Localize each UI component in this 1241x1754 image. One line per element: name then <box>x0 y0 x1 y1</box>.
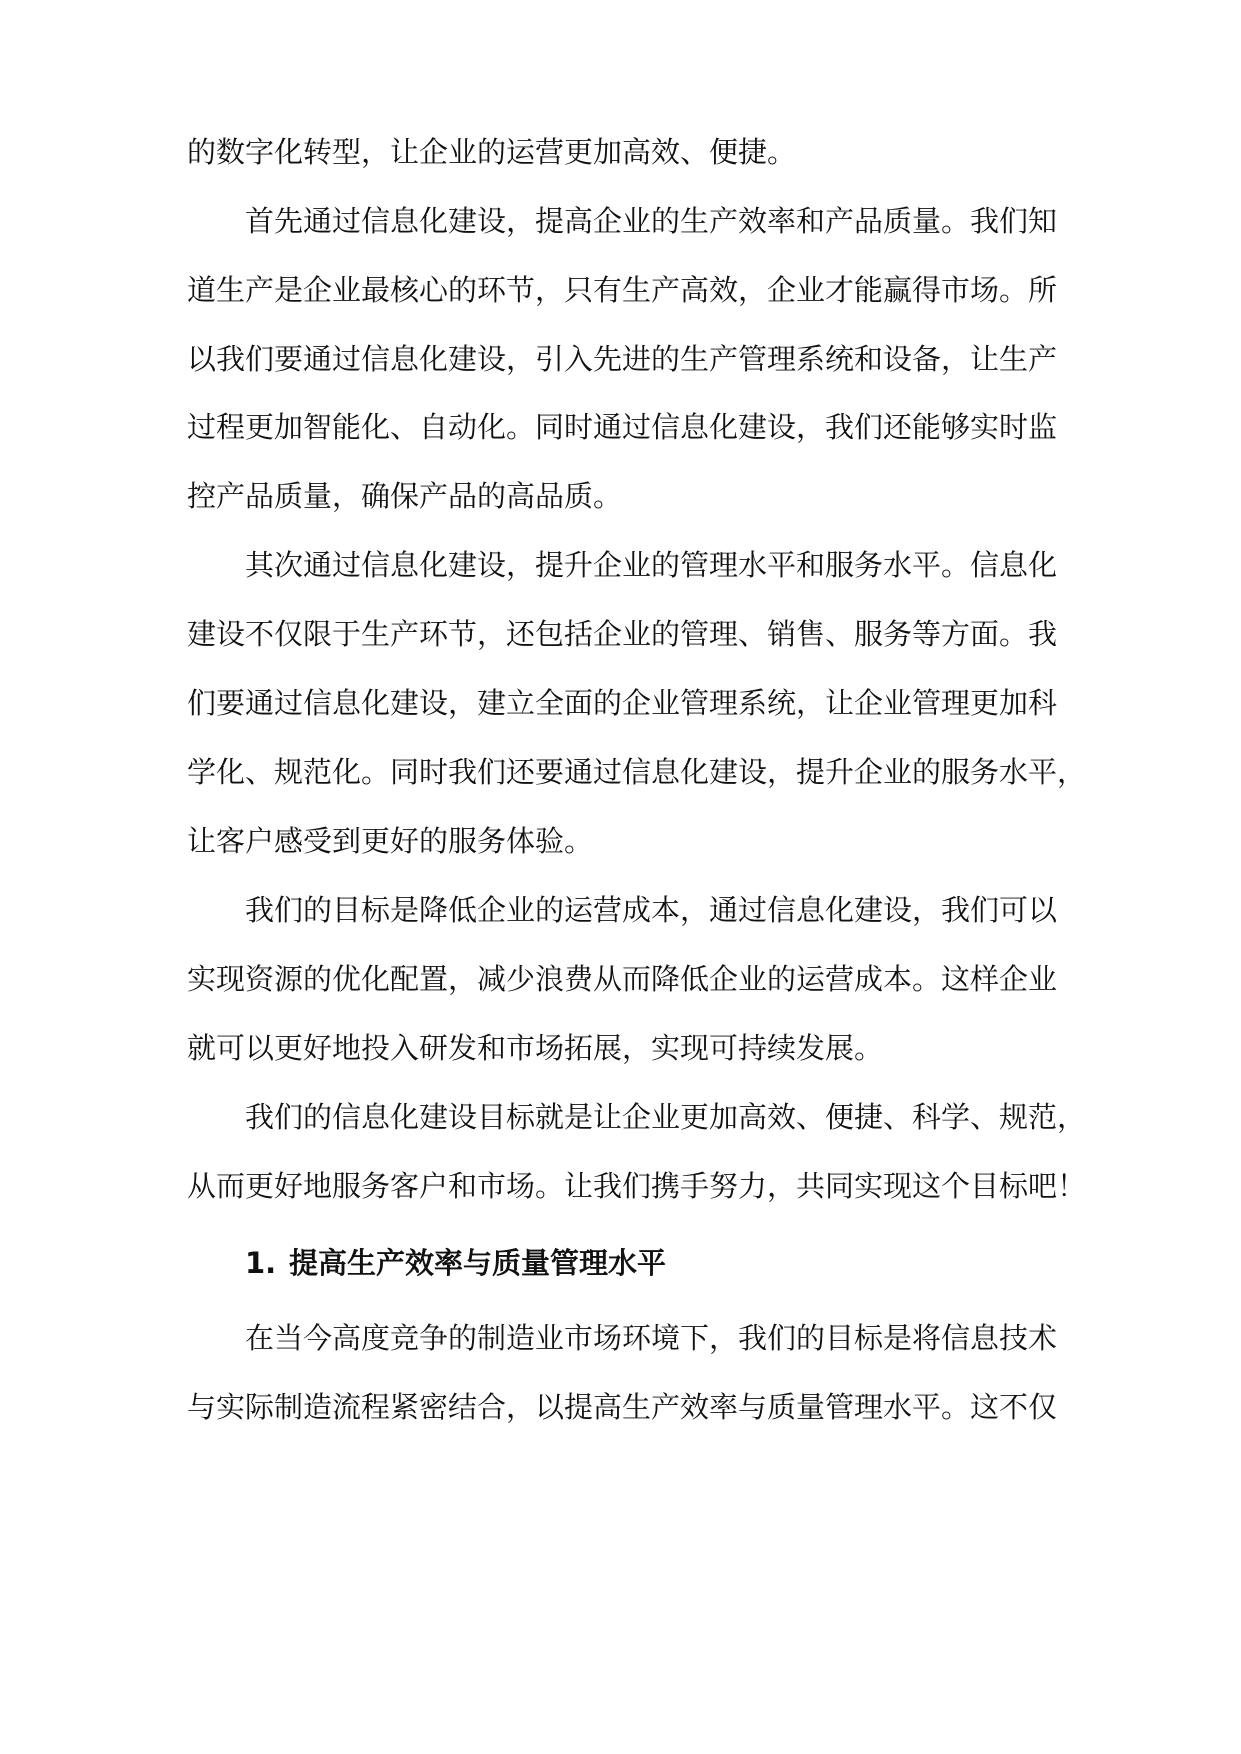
paragraph-line: 学化、规范化。同时我们还要通过信息化建设，提升企业的服务水平， <box>187 755 1087 789</box>
paragraph-line: 控产品质量，确保产品的高品质。 <box>187 479 623 513</box>
paragraph-line: 首先通过信息化建设，提高企业的生产效率和产品质量。我们知 <box>245 204 1058 238</box>
paragraph-line: 其次通过信息化建设，提升企业的管理水平和服务水平。信息化 <box>245 548 1058 582</box>
paragraph-line: 我们的信息化建设目标就是让企业更加高效、便捷、科学、规范， <box>245 1100 1087 1134</box>
paragraph-line: 在当今高度竞争的制造业市场环境下，我们的目标是将信息技术 <box>245 1321 1058 1355</box>
paragraph-line: 与实际制造流程紧密结合，以提高生产效率与质量管理水平。这不仅 <box>187 1390 1058 1424</box>
paragraph-line: 过程更加智能化、自动化。同时通过信息化建设，我们还能够实时监 <box>187 410 1058 444</box>
section-title: 提高生产效率与质量管理水平 <box>289 1246 667 1280</box>
paragraph-line: 以我们要通过信息化建设，引入先进的生产管理系统和设备，让生产 <box>187 342 1058 376</box>
paragraph-line: 让客户感受到更好的服务体验。 <box>187 824 594 858</box>
paragraph-line: 实现资源的优化配置，减少浪费从而降低企业的运营成本。这样企业 <box>187 962 1058 996</box>
paragraph-line: 从而更好地服务客户和市场。让我们携手努力，共同实现这个目标吧！ <box>187 1169 1087 1203</box>
paragraph-line: 就可以更好地投入研发和市场拓展，实现可持续发展。 <box>187 1031 884 1065</box>
paragraph-line: 我们的目标是降低企业的运营成本，通过信息化建设，我们可以 <box>245 893 1058 927</box>
section-number: 1. <box>245 1246 277 1280</box>
paragraph-line: 的数字化转型，让企业的运营更加高效、便捷。 <box>187 135 797 169</box>
section-heading <box>245 1239 1057 1287</box>
paragraph-line: 道生产是企业最核心的环节，只有生产高效，企业才能赢得市场。所 <box>187 273 1058 307</box>
paragraph-line: 建设不仅限于生产环节，还包括企业的管理、销售、服务等方面。我 <box>187 617 1058 651</box>
paragraph-line: 们要通过信息化建设，建立全面的企业管理系统，让企业管理更加科 <box>187 686 1058 720</box>
